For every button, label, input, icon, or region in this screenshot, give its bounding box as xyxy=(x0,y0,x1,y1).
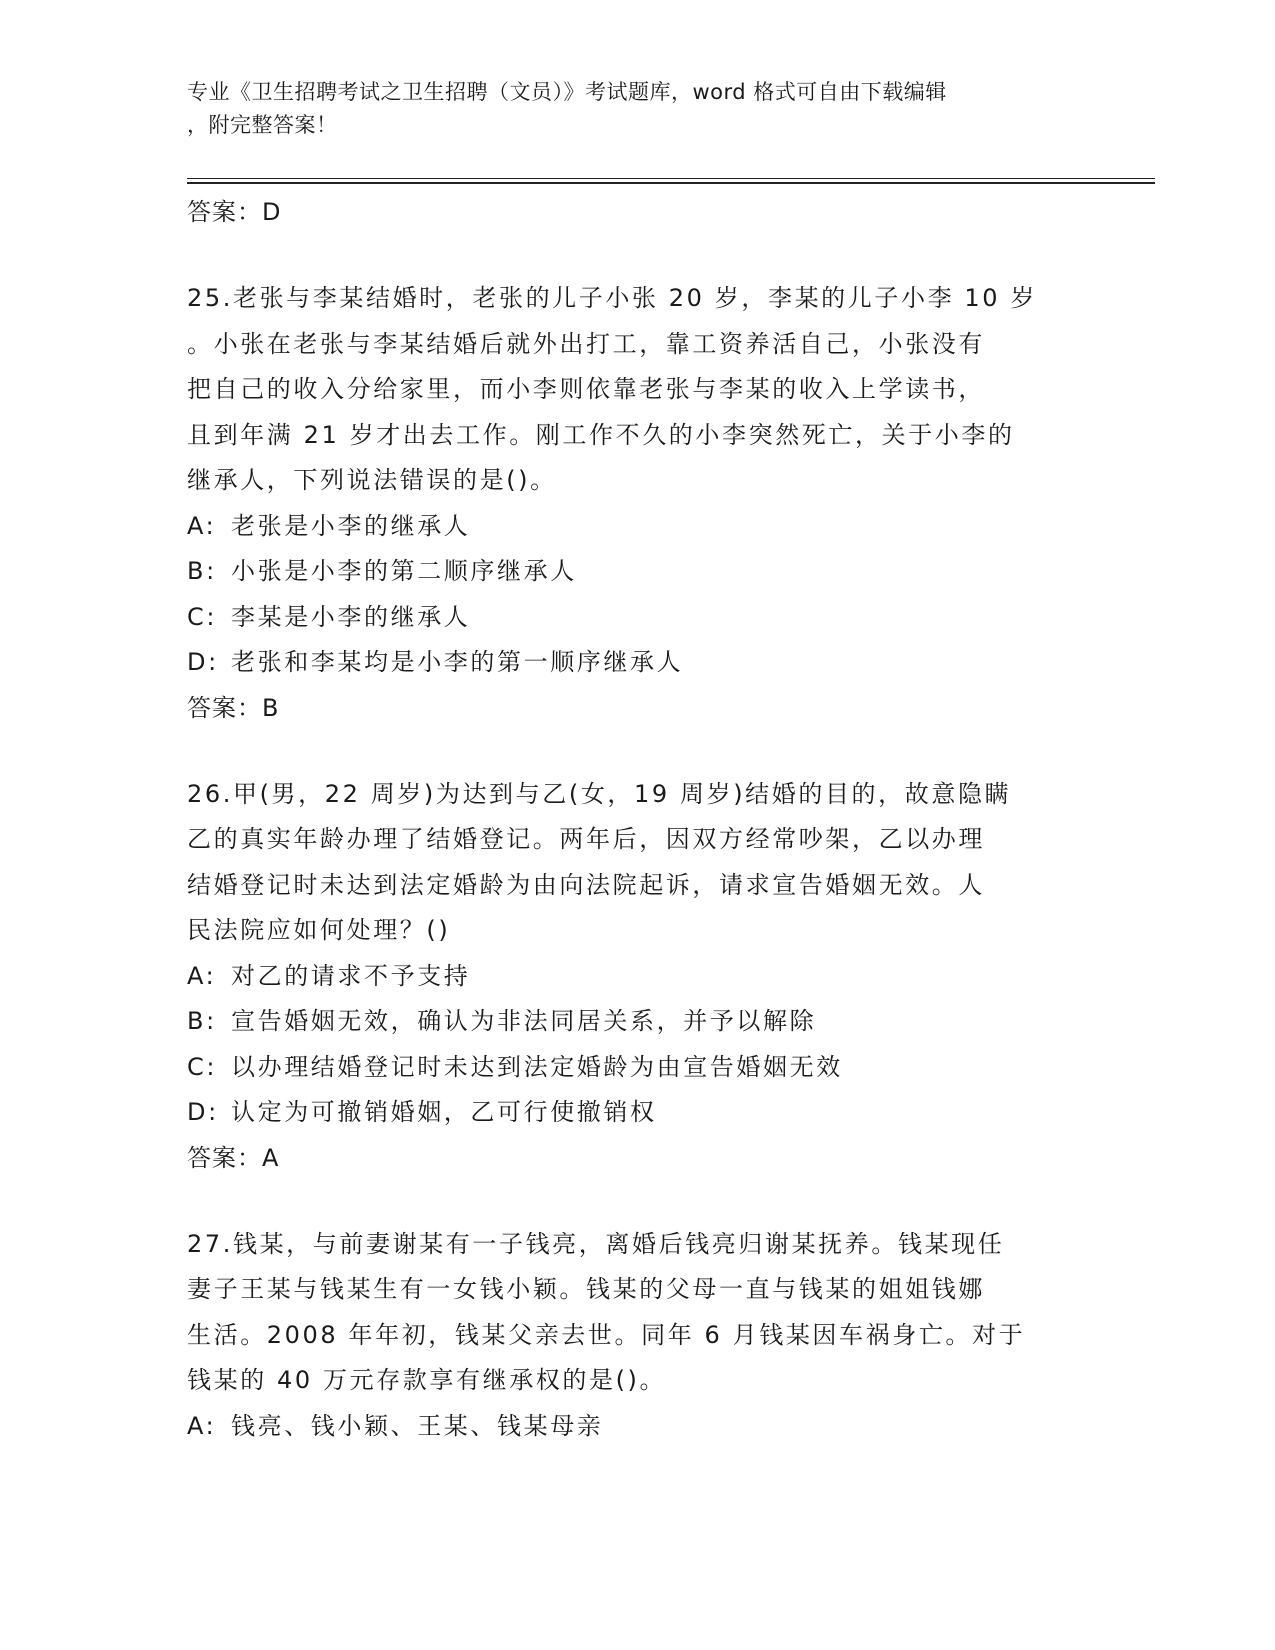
stem-line: 结婚登记时未达到法定婚龄为由向法院起诉，请求宣告婚姻无效。人 xyxy=(187,870,985,899)
option-text: 宣告婚姻无效，确认为非法同居关系，并予以解除 xyxy=(231,1007,817,1035)
option-a xyxy=(187,1404,1067,1450)
question-25 xyxy=(187,276,1067,730)
document-header xyxy=(187,76,1067,142)
option-text: 老张和李某均是小李的第一顺序继承人 xyxy=(231,648,684,676)
question-stem xyxy=(187,772,1067,954)
option-text: 对乙的请求不予支持 xyxy=(231,961,471,990)
option-key: A: xyxy=(187,511,217,540)
option-key: D: xyxy=(187,1098,219,1126)
stem-line: 27.钱某，与前妻谢某有一子钱亮，离婚后钱亮归谢某抚养。钱某现任 xyxy=(187,1229,1005,1258)
option-text: 以办理结婚登记时未达到法定婚龄为由宣告婚姻无效 xyxy=(231,1052,843,1081)
document-body xyxy=(187,190,1067,1449)
option-text: 小张是小李的第二顺序继承人 xyxy=(231,557,577,585)
header-line-1: 专业《卫生招聘考试之卫生招聘（文员）》考试题库，word 格式可自由下载编辑 xyxy=(187,80,947,104)
answer-previous: 答案：D xyxy=(187,198,282,226)
header-line-2: ，附完整答案！ xyxy=(187,113,338,137)
option-key: D: xyxy=(187,648,219,676)
answer-25: 答案：B xyxy=(187,693,280,722)
stem-line: 且到年满 21 岁才出去工作。刚工作不久的小李突然死亡，关于小李的 xyxy=(187,420,1015,449)
question-stem xyxy=(187,276,1067,504)
option-key: A: xyxy=(187,1411,217,1440)
stem-line: 把自己的收入分给家里，而小李则依靠老张与李某的收入上学读书， xyxy=(187,375,985,403)
stem-line: 生活。2008 年年初，钱某父亲去世。同年 6 月钱某因车祸身亡。对于 xyxy=(187,1320,1026,1349)
option-key: C: xyxy=(187,602,218,631)
stem-line: 妻子王某与钱某生有一女钱小颖。钱某的父母一直与钱某的姐姐钱娜 xyxy=(187,1275,985,1303)
option-c xyxy=(187,595,1067,641)
option-text: 老张是小李的继承人 xyxy=(231,511,471,540)
question-26 xyxy=(187,772,1067,1180)
option-key: A: xyxy=(187,961,217,990)
stem-line: 25.老张与李某结婚时，老张的儿子小张 20 岁，李某的儿子小李 10 岁 xyxy=(187,284,1037,312)
option-d xyxy=(187,1090,1067,1136)
option-b xyxy=(187,999,1067,1045)
stem-line: 乙的真实年龄办理了结婚登记。两年后，因双方经常吵架，乙以办理 xyxy=(187,825,985,853)
header-divider-thin xyxy=(187,178,1155,179)
option-text: 李某是小李的继承人 xyxy=(231,602,471,631)
option-a xyxy=(187,954,1067,1000)
option-a xyxy=(187,504,1067,550)
stem-line: 26.甲(男，22 周岁)为达到与乙(女，19 周岁)结婚的目的，故意隐瞒 xyxy=(187,779,1012,808)
stem-line: 继承人，下列说法错误的是()。 xyxy=(187,466,557,494)
stem-line: 钱某的 40 万元存款享有继承权的是()。 xyxy=(187,1366,667,1394)
option-text: 钱亮、钱小颖、王某、钱某母亲 xyxy=(231,1411,604,1440)
option-b xyxy=(187,549,1067,595)
option-c xyxy=(187,1045,1067,1091)
option-key: C: xyxy=(187,1052,218,1081)
question-27 xyxy=(187,1222,1067,1450)
answer-26: 答案：A xyxy=(187,1143,280,1172)
question-stem xyxy=(187,1222,1067,1404)
stem-line: 。小张在老张与李某结婚后就外出打工，靠工资养活自己，小张没有 xyxy=(187,329,985,358)
option-d xyxy=(187,640,1067,686)
option-key: B: xyxy=(187,1007,217,1035)
stem-line: 民法院应如何处理？() xyxy=(187,916,451,944)
option-text: 认定为可撤销婚姻，乙可行使撤销权 xyxy=(231,1098,657,1126)
option-key: B: xyxy=(187,557,217,585)
header-divider-thick xyxy=(187,182,1155,184)
